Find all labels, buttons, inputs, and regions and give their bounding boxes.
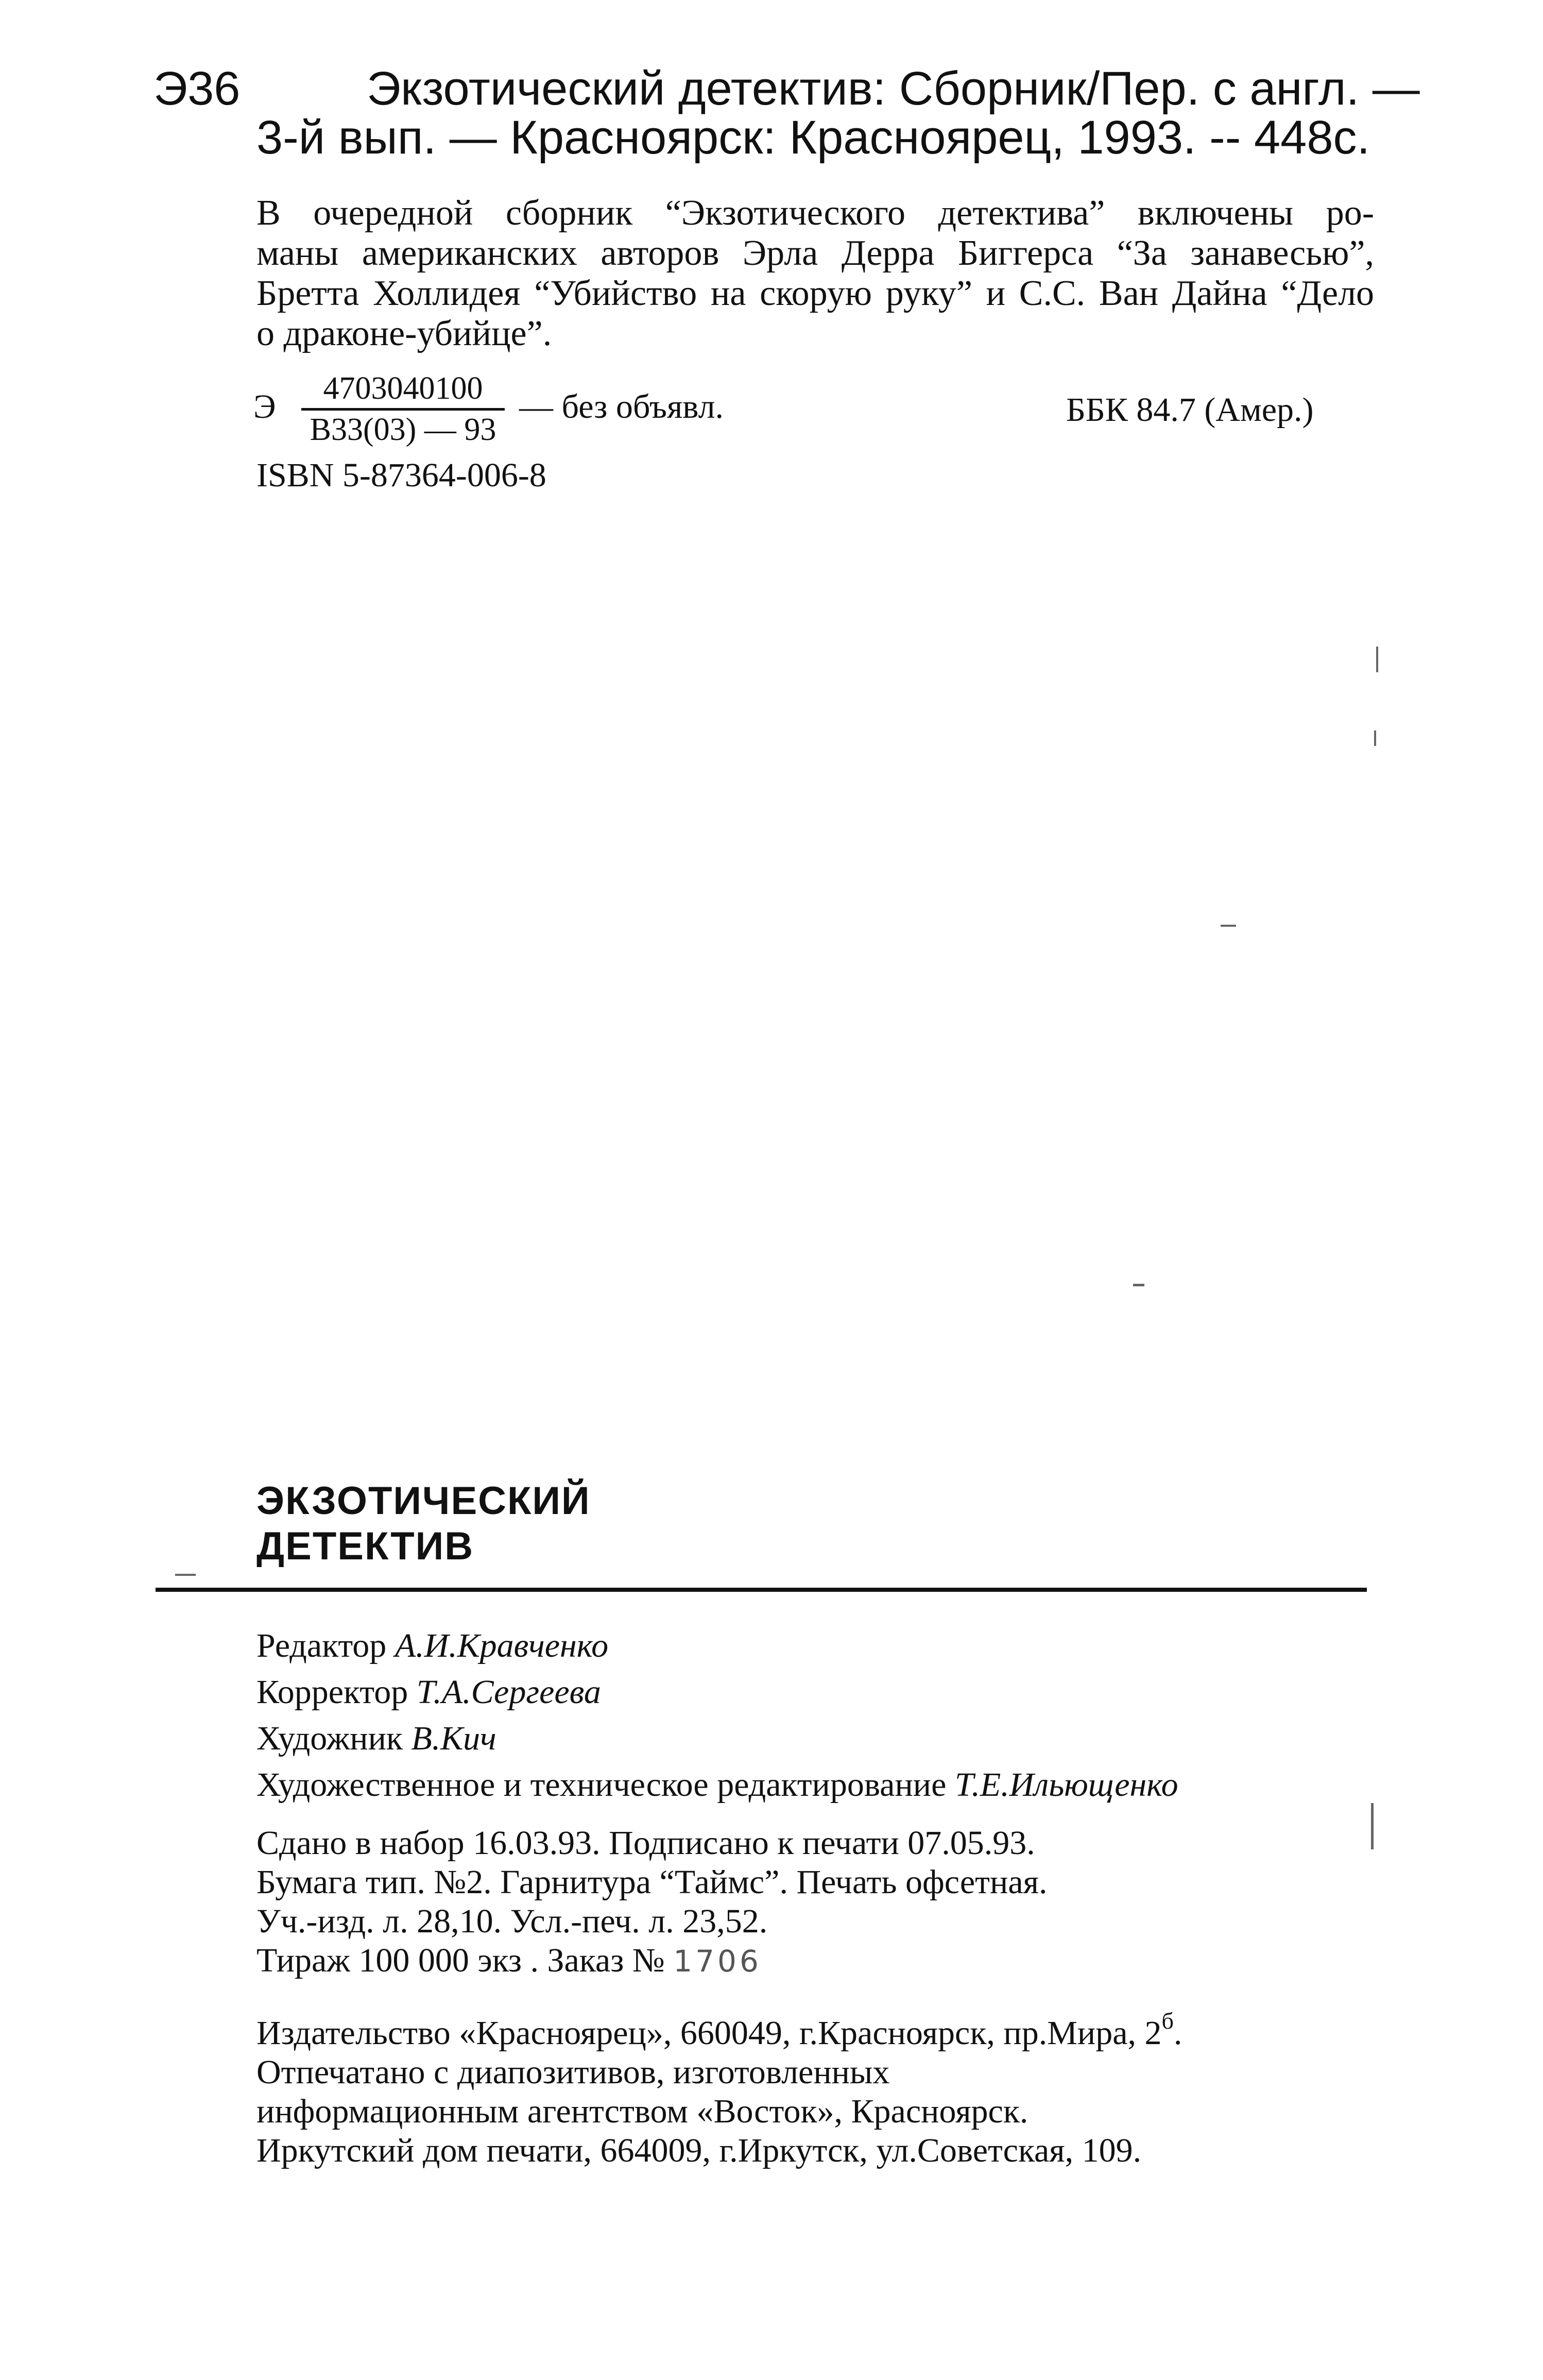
annotation-line: о драконе-убийце”. (256, 314, 552, 353)
annotation-line: маны американских авторов Эрла Дерра Биггерса “За занавесью”, (256, 233, 1374, 273)
scan-speck (1221, 925, 1236, 927)
corrector-label: Корректор (256, 1673, 408, 1711)
publisher-address-end: . (1173, 2014, 1182, 2052)
publisher-line: информационным агентством «Восток», Красноярск. (256, 2093, 1028, 2130)
credits (256, 1623, 1178, 1808)
fraction-bar (301, 408, 505, 411)
book-title-line-1: ЭКЗОТИЧЕСКИЙ (256, 1479, 591, 1523)
scan-speck (1371, 1803, 1374, 1849)
artist-name: В.Кич (411, 1720, 496, 1757)
print-info (256, 1824, 1047, 1981)
index-note: — без объявл. (519, 388, 724, 426)
order-number-stamp: 1706 (673, 1944, 762, 1979)
address-superscript: б (1161, 2008, 1174, 2034)
scan-speck (175, 1574, 196, 1576)
index-denominator: В33(03) — 93 (310, 412, 496, 447)
publisher-line: Иркутский дом печати, 664009, г.Иркутск, ул.Советская, 109. (256, 2132, 1142, 2169)
editor-row (256, 1623, 1178, 1669)
divider-rule (156, 1588, 1367, 1592)
book-title-line-2: ДЕТЕКТИВ (256, 1524, 474, 1568)
bibliographic-heading-line-2: 3-й вып. — Красноярск: Красноярец, 1993. -- 448с. (256, 111, 1370, 164)
print-info-line: Тираж 100 000 экз . Заказ № (256, 1942, 665, 1979)
print-info-line: Бумага тип. №2. Гарнитура “Таймс”. Печать офсетная. (256, 1863, 1048, 1901)
index-numerator: 4703040100 (323, 371, 483, 406)
catalog-code: Э36 (153, 62, 241, 115)
tech-editor-name: Т.Е.Ильющенко (954, 1766, 1178, 1804)
bbk-code: ББК 84.7 (Амер.) (1066, 391, 1314, 429)
publisher-line: Отпечатано с диапозитивов, изготовленных (256, 2053, 890, 2091)
corrector-name: Т.А.Сергеева (416, 1673, 601, 1711)
annotation (256, 193, 1374, 354)
scan-speck (1374, 730, 1376, 746)
isbn: ISBN 5-87364-006-8 (256, 456, 546, 494)
tech-editor-label: Художественное и техническое редактирование (256, 1766, 947, 1804)
publisher-address: Издательство «Красноярец», 660049, г.Красноярск, пр.Мира, 2 (256, 2014, 1162, 2052)
index-fraction (301, 370, 505, 448)
publisher-info (256, 2001, 1182, 2170)
corrector-row (256, 1669, 1178, 1715)
publisher-line-1 (256, 2001, 1182, 2053)
scan-speck (1133, 1284, 1144, 1286)
artist-label: Художник (256, 1720, 403, 1757)
index-prefix: Э (253, 388, 276, 426)
annotation-line: В очередной сборник “Экзотического детектива” включены ро- (256, 193, 1374, 233)
bibliographic-heading-line-1: Экзотический детектив: Сборник/Пер. с англ. — (367, 62, 1420, 115)
print-info-order-row (256, 1941, 1047, 1981)
editor-name: А.И.Кравченко (395, 1627, 609, 1664)
print-info-line: Уч.-изд. л. 28,10. Усл.-печ. л. 23,52. (256, 1902, 768, 1940)
annotation-line: Бретта Холлидея “Убийство на скорую руку” и С.С. Ван Дайна “Дело (256, 274, 1374, 313)
print-info-line: Сдано в набор 16.03.93. Подписано к печати 07.05.93. (256, 1824, 1035, 1862)
scan-speck (1376, 647, 1378, 672)
editor-label: Редактор (256, 1627, 387, 1664)
tech-editor-row (256, 1762, 1178, 1808)
artist-row (256, 1715, 1178, 1762)
